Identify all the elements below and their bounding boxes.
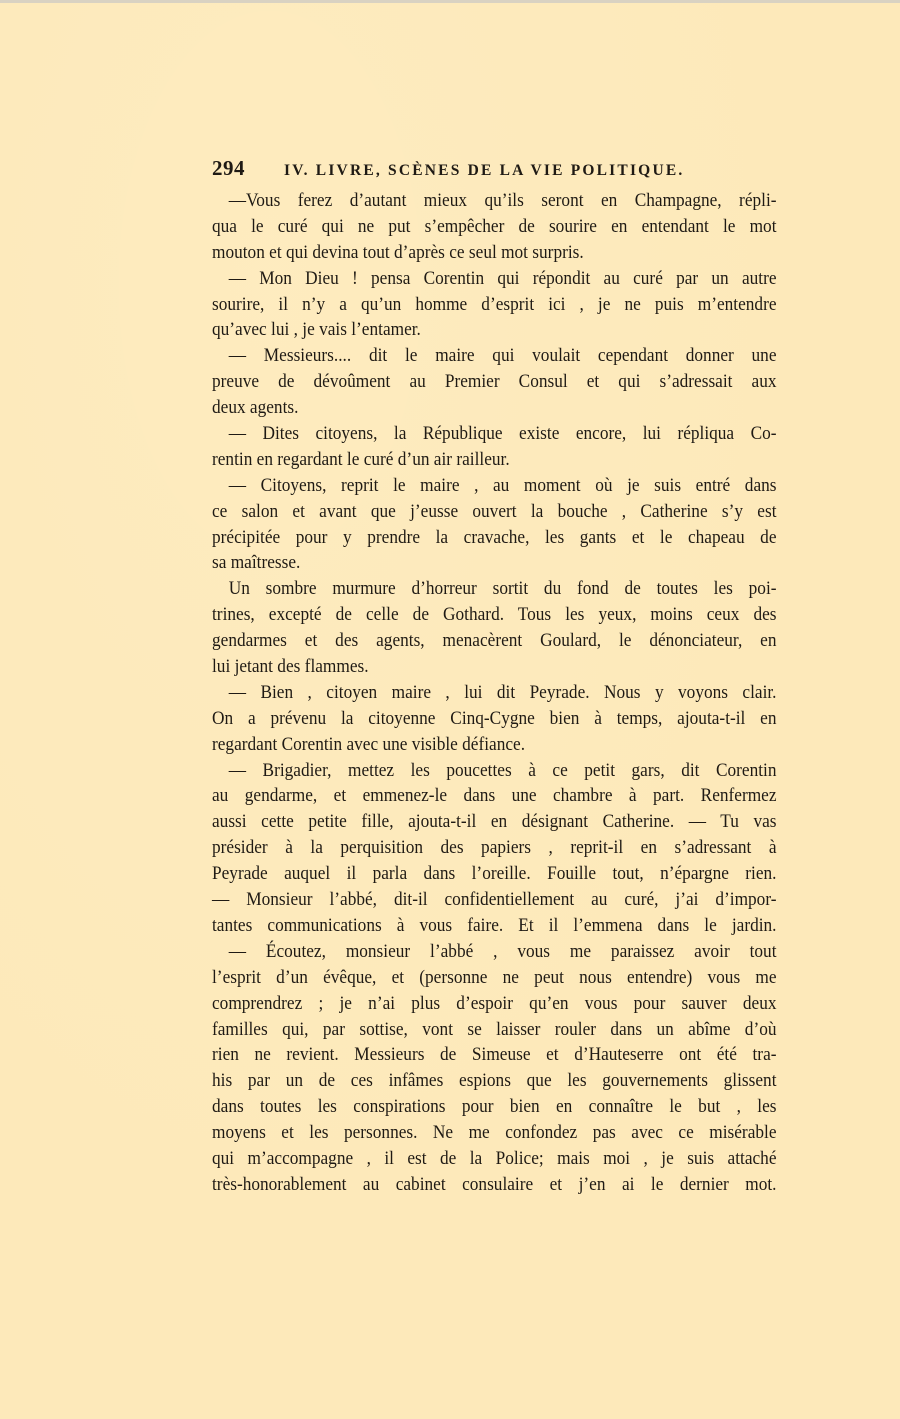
text-line: — Bien , citoyen maire , lui dit Peyrade. Nous y voyons clair. [228, 681, 777, 703]
text-line: sourire, il n’y a qu’un homme d’esprit ici , je ne puis m’entendre [212, 293, 777, 315]
text-line: moyens et les personnes. Ne me confondez pas avec ce misérable [212, 1122, 777, 1144]
text-line: trines, excepté de celle de Gothard. Tous les yeux, moins ceux des [212, 604, 777, 626]
text-line: regardant Corentin avec une visible défiance. [212, 733, 526, 755]
running-head-title: IV. LIVRE, SCÈNES DE LA VIE POLITIQUE. [284, 162, 685, 179]
text-line: dans toutes les conspirations pour bien en connaître le but , les [212, 1096, 777, 1118]
text-line: qu’avec lui , je vais l’entamer. [212, 319, 421, 341]
text-line: qui m’accompagne , il est de la Police; mais moi , je suis attaché [212, 1147, 777, 1169]
text-line: qua le curé qui ne put s’empêcher de sourire en entendant le mot [212, 215, 777, 237]
running-head [212, 156, 777, 184]
text-line: — Messieurs.... dit le maire qui voulait cependant donner une [228, 345, 777, 367]
text-line: l’esprit d’un évêque, et (personne ne peut nous entendre) vous me [212, 966, 777, 988]
text-line: — Monsieur l’abbé, dit-il confidentiellement au curé, j’ai d’impor- [212, 889, 777, 911]
text-line: sa maîtresse. [212, 552, 301, 574]
text-line: — Brigadier, mettez les poucettes à ce petit gars, dit Corentin [228, 759, 777, 781]
text-line: au gendarme, et emmenez-le dans une chambre à part. Renfermez [212, 785, 777, 807]
text-line: — Citoyens, reprit le maire , au moment où je suis entré dans [228, 474, 777, 496]
scan-top-edge [0, 0, 900, 3]
text-line: rentin en regardant le curé d’un air railleur. [212, 448, 510, 470]
text-line: — Écoutez, monsieur l’abbé , vous me paraissez avoir tout [228, 940, 777, 962]
text-line: — Mon Dieu ! pensa Corentin qui répondit au curé par un autre [228, 267, 777, 289]
text-line: rien ne revient. Messieurs de Simeuse et d’Hauteserre ont été tra- [212, 1044, 777, 1066]
text-line: ce salon et avant que j’eusse ouvert la bouche , Catherine s’y est [212, 500, 777, 522]
text-line: tantes communications à vous faire. Et il l’emmena dans le jardin. [212, 914, 777, 936]
text-line: Peyrade auquel il parla dans l’oreille. Fouille tout, n’épargne rien. [212, 863, 777, 885]
text-line: On a prévenu la citoyenne Cinq-Cygne bien à temps, ajouta-t-il en [212, 707, 777, 729]
text-line: — Dites citoyens, la République existe encore, lui répliqua Co- [228, 423, 777, 445]
text-line: présider à la perquisition des papiers , reprit-il en s’adressant à [212, 837, 777, 859]
text-line: —Vous ferez d’autant mieux qu’ils seront en Champagne, répli- [228, 190, 777, 211]
text-line: preuve de dévoûment au Premier Consul et qui s’adressait aux [212, 371, 777, 393]
text-line: précipitée pour y prendre la cravache, les gants et le chapeau de [212, 526, 777, 548]
text-line: Un sombre murmure d’horreur sortit du fond de toutes les poi- [228, 578, 777, 600]
text-line: lui jetant des flammes. [212, 656, 369, 678]
text-line: aussi cette petite fille, ajouta-t-il en désignant Catherine. — Tu vas [212, 811, 777, 833]
text-line: gendarmes et des agents, menacèrent Goulard, le dénonciateur, en [212, 630, 777, 652]
page-number: 294 [212, 156, 245, 180]
text-line: familles qui, par sottise, vont se laisser rouler dans un abîme d’où [212, 1018, 777, 1040]
text-line: comprendrez ; je n’ai plus d’espoir qu’en vous pour sauver deux [212, 992, 777, 1014]
text-line: his par un de ces infâmes espions que les gouvernements glissent [212, 1070, 777, 1092]
text-line: deux agents. [212, 397, 299, 419]
text-line: très-honorablement au cabinet consulaire et j’en ai le dernier mot. [212, 1173, 777, 1195]
body-text [212, 188, 777, 1198]
text-line: mouton et qui devina tout d’après ce seul mot surpris. [212, 241, 584, 263]
